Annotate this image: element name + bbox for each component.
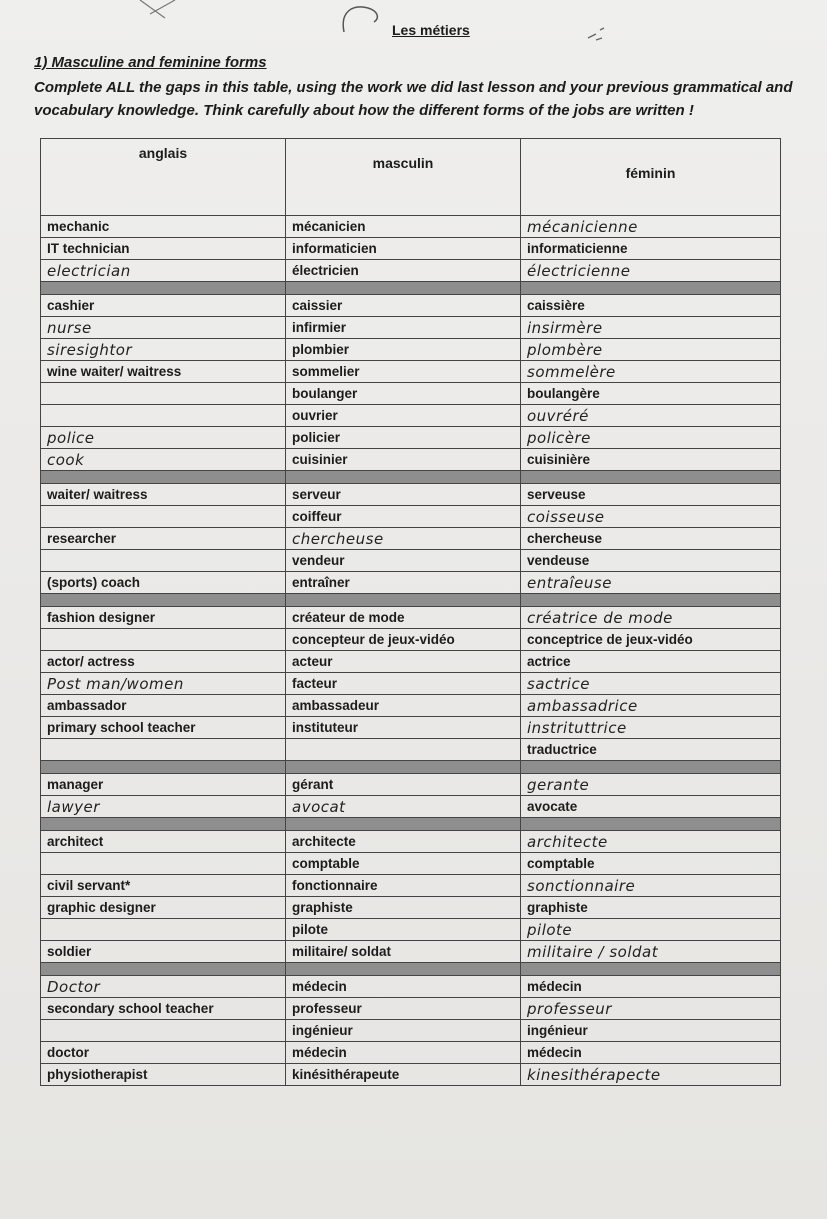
- cell-en[interactable]: IT technician: [41, 238, 286, 260]
- table-row: [41, 695, 781, 717]
- cell-en[interactable]: mechanic: [41, 216, 286, 238]
- cell-fem[interactable]: médecin: [521, 976, 781, 998]
- handwritten-fem[interactable]: instrituttrice: [521, 717, 781, 739]
- small-mark-icon: [586, 24, 612, 44]
- divider-cell: [41, 818, 286, 831]
- handwritten-en[interactable]: electrician: [41, 260, 286, 282]
- divider-cell: [521, 471, 781, 484]
- cell-masc[interactable]: médecin: [286, 1042, 521, 1064]
- handwritten-en[interactable]: siresightor: [41, 339, 286, 361]
- cell-masc[interactable]: [286, 739, 521, 761]
- cell-en[interactable]: [41, 405, 286, 427]
- cell-masc[interactable]: serveur: [286, 484, 521, 506]
- table-row: [41, 1042, 781, 1064]
- cell-masc[interactable]: graphiste: [286, 897, 521, 919]
- handwritten-fem[interactable]: professeur: [521, 998, 781, 1020]
- table-row: [41, 673, 781, 695]
- cell-masc[interactable]: gérant: [286, 774, 521, 796]
- cell-masc[interactable]: caissier: [286, 295, 521, 317]
- handwritten-en[interactable]: lawyer: [41, 796, 286, 818]
- cell-masc[interactable]: ingénieur: [286, 1020, 521, 1042]
- cell-en[interactable]: ambassador: [41, 695, 286, 717]
- cell-en[interactable]: (sports) coach: [41, 572, 286, 594]
- table-row: [41, 919, 781, 941]
- handwritten-fem[interactable]: électricienne: [521, 260, 781, 282]
- divider-cell: [521, 282, 781, 295]
- cell-masc[interactable]: entraîner: [286, 572, 521, 594]
- divider-cell: [41, 282, 286, 295]
- cell-en[interactable]: architect: [41, 831, 286, 853]
- handwritten-fem[interactable]: insirmère: [521, 317, 781, 339]
- cell-masc[interactable]: fonctionnaire: [286, 875, 521, 897]
- handwritten-fem[interactable]: kinesithérapecte: [521, 1064, 781, 1086]
- table-header-row: [41, 139, 781, 216]
- cell-en[interactable]: [41, 629, 286, 651]
- handwritten-masc[interactable]: avocat: [286, 796, 521, 818]
- table-row: [41, 550, 781, 572]
- handwritten-fem[interactable]: architecte: [521, 831, 781, 853]
- cell-masc[interactable]: acteur: [286, 651, 521, 673]
- table-row: [41, 449, 781, 471]
- divider-cell: [286, 471, 521, 484]
- handwritten-fem[interactable]: militaire / soldat: [521, 941, 781, 963]
- divider-cell: [286, 761, 521, 774]
- divider-cell: [521, 963, 781, 976]
- divider-cell: [521, 594, 781, 607]
- handwritten-en[interactable]: cook: [41, 449, 286, 471]
- cell-masc[interactable]: kinésithérapeute: [286, 1064, 521, 1086]
- cell-fem[interactable]: ingénieur: [521, 1020, 781, 1042]
- cell-en[interactable]: primary school teacher: [41, 717, 286, 739]
- jobs-table: [40, 138, 781, 1086]
- instructions-line-2: vocabulary knowledge. Think carefully about how the different forms of the jobs are written !: [34, 102, 694, 119]
- cell-masc[interactable]: électricien: [286, 260, 521, 282]
- handwritten-en[interactable]: Post man/women: [41, 673, 286, 695]
- cell-en[interactable]: secondary school teacher: [41, 998, 286, 1020]
- table-row: [41, 405, 781, 427]
- instructions-line-1: Complete ALL the gaps in this table, using the work we did last lesson and your previous grammatical and: [34, 79, 793, 96]
- cell-masc[interactable]: facteur: [286, 673, 521, 695]
- cell-masc[interactable]: boulanger: [286, 383, 521, 405]
- divider-cell: [41, 471, 286, 484]
- cell-en[interactable]: researcher: [41, 528, 286, 550]
- handwritten-en[interactable]: Doctor: [41, 976, 286, 998]
- cell-en[interactable]: [41, 739, 286, 761]
- cell-fem[interactable]: comptable: [521, 853, 781, 875]
- handwritten-fem[interactable]: ambassadrice: [521, 695, 781, 717]
- cell-fem[interactable]: actrice: [521, 651, 781, 673]
- header-anglais: anglais: [41, 139, 286, 216]
- table-row: [41, 774, 781, 796]
- handwritten-fem[interactable]: coisseuse: [521, 506, 781, 528]
- handwritten-en[interactable]: police: [41, 427, 286, 449]
- cell-masc[interactable]: plombier: [286, 339, 521, 361]
- cell-fem[interactable]: caissière: [521, 295, 781, 317]
- cell-en[interactable]: waiter/ waitress: [41, 484, 286, 506]
- section-divider-row: [41, 761, 781, 774]
- cell-masc[interactable]: sommelier: [286, 361, 521, 383]
- cell-fem[interactable]: traductrice: [521, 739, 781, 761]
- cell-masc[interactable]: militaire/ soldat: [286, 941, 521, 963]
- cell-fem[interactable]: vendeuse: [521, 550, 781, 572]
- cell-masc[interactable]: infirmier: [286, 317, 521, 339]
- cell-masc[interactable]: policier: [286, 427, 521, 449]
- section-divider-row: [41, 818, 781, 831]
- cell-masc[interactable]: informaticien: [286, 238, 521, 260]
- cell-fem[interactable]: boulangère: [521, 383, 781, 405]
- table-row: [41, 976, 781, 998]
- table-row: [41, 484, 781, 506]
- cell-en[interactable]: physiotherapist: [41, 1064, 286, 1086]
- cell-masc[interactable]: professeur: [286, 998, 521, 1020]
- divider-cell: [521, 818, 781, 831]
- table-row: [41, 607, 781, 629]
- table-row: [41, 875, 781, 897]
- table-row: [41, 238, 781, 260]
- cell-masc[interactable]: concepteur de jeux-vidéo: [286, 629, 521, 651]
- handwritten-fem[interactable]: plombère: [521, 339, 781, 361]
- divider-cell: [286, 594, 521, 607]
- table-row: [41, 528, 781, 550]
- handwritten-fem[interactable]: entraîeuse: [521, 572, 781, 594]
- table-row: [41, 339, 781, 361]
- table-row: [41, 998, 781, 1020]
- handwritten-fem[interactable]: sactrice: [521, 673, 781, 695]
- section-divider-row: [41, 963, 781, 976]
- divider-cell: [286, 963, 521, 976]
- cell-en[interactable]: wine waiter/ waitress: [41, 361, 286, 383]
- table-row: [41, 317, 781, 339]
- cell-fem[interactable]: médecin: [521, 1042, 781, 1064]
- cell-fem[interactable]: conceptrice de jeux-vidéo: [521, 629, 781, 651]
- cell-masc[interactable]: ouvrier: [286, 405, 521, 427]
- header-masculin: masculin: [286, 139, 521, 216]
- section-heading: 1) Masculine and feminine forms: [34, 54, 267, 71]
- cell-masc[interactable]: médecin: [286, 976, 521, 998]
- cell-masc[interactable]: cuisinier: [286, 449, 521, 471]
- cell-fem[interactable]: avocate: [521, 796, 781, 818]
- pencil-scribble-icon: [120, 0, 210, 20]
- loop-doodle-icon: [338, 2, 388, 36]
- divider-cell: [286, 818, 521, 831]
- handwritten-fem[interactable]: policère: [521, 427, 781, 449]
- cell-masc[interactable]: vendeur: [286, 550, 521, 572]
- cell-en[interactable]: graphic designer: [41, 897, 286, 919]
- section-divider-row: [41, 471, 781, 484]
- table-row: [41, 361, 781, 383]
- table-row: [41, 1020, 781, 1042]
- table-row: [41, 739, 781, 761]
- cell-fem[interactable]: informaticienne: [521, 238, 781, 260]
- cell-en[interactable]: civil servant*: [41, 875, 286, 897]
- cell-en[interactable]: [41, 550, 286, 572]
- handwritten-masc[interactable]: chercheuse: [286, 528, 521, 550]
- handwritten-fem[interactable]: mécanicienne: [521, 216, 781, 238]
- handwritten-fem[interactable]: pilote: [521, 919, 781, 941]
- cell-masc[interactable]: créateur de mode: [286, 607, 521, 629]
- cell-masc[interactable]: architecte: [286, 831, 521, 853]
- table-row: [41, 831, 781, 853]
- cell-masc[interactable]: mécanicien: [286, 216, 521, 238]
- cell-masc[interactable]: comptable: [286, 853, 521, 875]
- table-row: [41, 717, 781, 739]
- divider-cell: [521, 761, 781, 774]
- cell-en[interactable]: [41, 383, 286, 405]
- divider-cell: [286, 282, 521, 295]
- table-row: [41, 260, 781, 282]
- cell-masc[interactable]: pilote: [286, 919, 521, 941]
- table-row: [41, 897, 781, 919]
- cell-fem[interactable]: serveuse: [521, 484, 781, 506]
- table-row: [41, 796, 781, 818]
- cell-en[interactable]: cashier: [41, 295, 286, 317]
- handwritten-fem[interactable]: ouvréré: [521, 405, 781, 427]
- table-row: [41, 629, 781, 651]
- table-row: [41, 941, 781, 963]
- table-row: [41, 853, 781, 875]
- cell-fem[interactable]: chercheuse: [521, 528, 781, 550]
- table-row: [41, 1064, 781, 1086]
- handwritten-en[interactable]: nurse: [41, 317, 286, 339]
- cell-masc[interactable]: coiffeur: [286, 506, 521, 528]
- table-row: [41, 427, 781, 449]
- handwritten-fem[interactable]: sonctionnaire: [521, 875, 781, 897]
- divider-cell: [41, 594, 286, 607]
- header-feminin: féminin: [521, 139, 781, 216]
- cell-en[interactable]: doctor: [41, 1042, 286, 1064]
- cell-fem[interactable]: cuisinière: [521, 449, 781, 471]
- cell-en[interactable]: [41, 506, 286, 528]
- table-row: [41, 383, 781, 405]
- table-row: [41, 295, 781, 317]
- cell-en[interactable]: manager: [41, 774, 286, 796]
- cell-en[interactable]: [41, 919, 286, 941]
- divider-cell: [41, 761, 286, 774]
- cell-en[interactable]: actor/ actress: [41, 651, 286, 673]
- cell-masc[interactable]: instituteur: [286, 717, 521, 739]
- table-row: [41, 572, 781, 594]
- cell-en[interactable]: [41, 1020, 286, 1042]
- section-divider-row: [41, 594, 781, 607]
- cell-en[interactable]: soldier: [41, 941, 286, 963]
- cell-fem[interactable]: graphiste: [521, 897, 781, 919]
- page-title: Les métiers: [392, 22, 470, 38]
- section-divider-row: [41, 282, 781, 295]
- table-row: [41, 651, 781, 673]
- handwritten-fem[interactable]: gerante: [521, 774, 781, 796]
- cell-masc[interactable]: ambassadeur: [286, 695, 521, 717]
- handwritten-fem[interactable]: créatrice de mode: [521, 607, 781, 629]
- cell-en[interactable]: [41, 853, 286, 875]
- cell-en[interactable]: fashion designer: [41, 607, 286, 629]
- table-row: [41, 216, 781, 238]
- handwritten-fem[interactable]: sommelère: [521, 361, 781, 383]
- table-row: [41, 506, 781, 528]
- divider-cell: [41, 963, 286, 976]
